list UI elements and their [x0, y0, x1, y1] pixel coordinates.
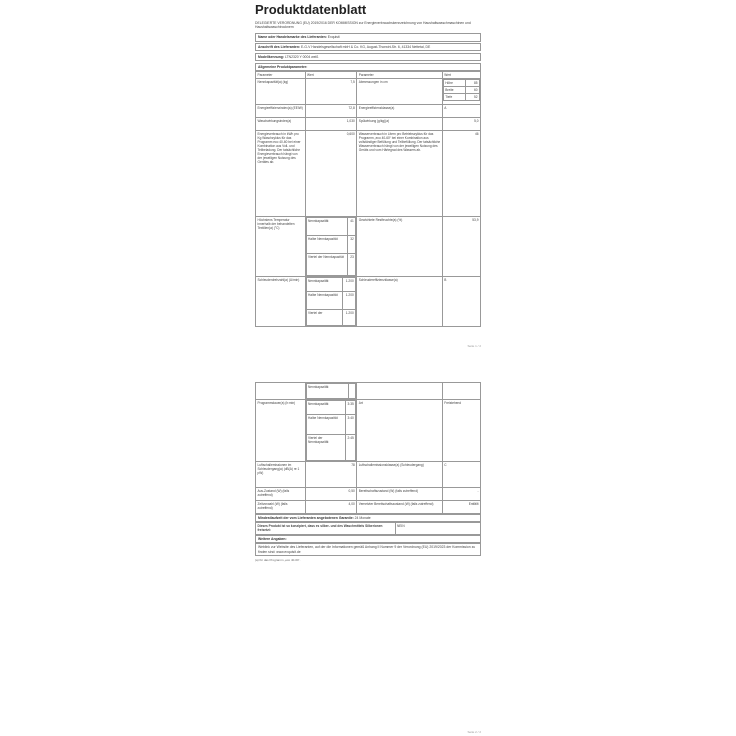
value-cell: 4,00 [305, 501, 357, 514]
parameter-table [255, 71, 481, 327]
supplier-name-value: Exquisit [327, 35, 340, 40]
value-cell: 5,0 [442, 117, 480, 130]
supplier-name-row [255, 33, 481, 41]
value-cell: 72,8 [305, 104, 357, 117]
dimensions-table: Höhe 85 Breite 60 Tiefe 52 [445, 80, 478, 99]
footnote: (a) für das Programm „eco 40-60“. [255, 557, 301, 562]
further-info-header: Weitere Angaben: [255, 535, 481, 543]
param-cell: Art [357, 400, 443, 462]
model-label: Modellkennung: [258, 54, 284, 59]
intro-text: DELEGIERTE VERORDNUNG (EU) 2019/2016 DER KOMMISSION zur Energieverbrauchskennzeichnung von Haushaltswaschmaschinen und Haushaltswaschtrocknern [255, 21, 471, 30]
spin-subtable: Nennkapazität 1.200 Halbe Nennkapazität 1.200 Viertel der 1.200 [306, 277, 357, 326]
param-cell: Schleudereffizienzklasse(a) [357, 276, 443, 326]
supplier-address-value: E-G-V Handelsgesellschaft mbH & Co. KG, August-Thorwirt-Str. 6, 41334 Nettetal, DE [300, 45, 431, 50]
value-cell: B [442, 276, 480, 326]
table-row [256, 216, 481, 276]
param-cell: Schleuderdrehzahl(a) (U/min) [256, 276, 306, 326]
value-cell: 1,030 [305, 117, 357, 130]
param-cell: Wasserverbrauch in Litern pro Betriebszyklus für das Programm „eco 40-60“ bei einer Kombination aus vollständiger Befüllung und Teilbefüllung. Der tatsächliche Wasserverbrauch hängt von der jeweiligen Nutzung des Geräts und vom Härtegrad des Wassers ab. [357, 130, 443, 216]
supplier-address-row [255, 43, 481, 51]
warranty-row [255, 514, 481, 522]
value-cell: A [442, 104, 480, 117]
value-cell: 78 [305, 462, 357, 488]
parameter-table-continued [255, 382, 481, 514]
silver-value: NEIN [395, 523, 481, 535]
value-cell: 0,50 [305, 488, 357, 501]
param-cell: Programmdauer(a) (h:min) [256, 400, 306, 462]
param-cell: Zeitvorwahl (W) (falls zutreffend) [256, 501, 306, 514]
table-row [256, 130, 481, 216]
general-header: Allgemeine Produktparameter: [255, 63, 481, 71]
value-cell: 7,5 [305, 78, 357, 104]
column-header: Wert [442, 71, 480, 78]
param-cell: Aus-Zustand (W) (falls zutreffend) [256, 488, 306, 501]
table-row [256, 400, 481, 462]
model-row [255, 53, 481, 61]
table-row [256, 501, 481, 514]
param-cell: Energieeffizienzklasse(a) [357, 104, 443, 117]
model-value: LTN2320 Y 0004 weiß [284, 54, 319, 59]
param-cell: Höchstens Temperatur innerhalb der behandelten Textilien(a) (°C) [256, 216, 306, 276]
param-cell: Bereitschaftszustand (W) (falls zutreffend) [357, 488, 443, 501]
param-cell: Energieverbrauch in kWh pro Kg Waschzyklus für das Programm eco 40-60 bei einer Kombination aus Voll- und Teilbeladung. Der tatsächliche Energieverbrauch hängt von der jeweiligen Nutzung des Gerätes ab. [256, 130, 306, 216]
param-cell: Nennkapazität(a) (kg) [256, 78, 306, 104]
page-title: Produktdatenblatt [255, 2, 367, 17]
continued-label: Nennkapazität [306, 384, 349, 399]
silver-label: Dieses Produkt ist so konzipiert, dass es silber- und des Waschmittels Silberionen freisetzt: [256, 523, 396, 535]
value-cell: C [442, 462, 480, 488]
table-row [256, 276, 481, 326]
warranty-value: 24 Monate [354, 516, 371, 520]
value-cell: 46 [442, 130, 480, 216]
page-number: Seite 1 / 2 [467, 344, 481, 348]
param-cell: Vernetzter Bereitschaftszustand (W) (falls zutreffend) [357, 501, 443, 514]
table-row [256, 488, 481, 501]
table-row [256, 104, 481, 117]
param-cell: Energieeffizienzindex(a) (EEIW) [256, 104, 306, 117]
value-cell: - [442, 488, 480, 501]
page-number: Seite 2 / 2 [467, 730, 481, 734]
warranty-label: Mindestlaufzeit der vom Lieferanten angebotenen Garantie: [258, 516, 354, 520]
table-row [256, 383, 481, 400]
table-row [256, 462, 481, 488]
column-header: Parameter [256, 71, 306, 78]
supplier-name-label: Name oder Handelsmarke des Lieferanten: [258, 35, 327, 40]
page-2 [255, 382, 481, 736]
duration-subtable: Nennkapazität 3:35 Halbe Nennkapazität 3:40 Viertel der Nennkapazität 2:45 [306, 400, 357, 461]
table-row [256, 78, 481, 104]
column-header: Wert [305, 71, 357, 78]
param-cell: Luftschallemissionsklasse(a) (Schleudergang) [357, 462, 443, 488]
value-cell: 53,9 [442, 216, 480, 276]
param-cell: Spülwirkung (g/kg)(a) [357, 117, 443, 130]
param-cell: Luftschallemissionen im Schleudergang(a) (dB(A) re 1 pW) [256, 462, 306, 488]
value-cell: Entfällt [442, 501, 480, 514]
param-cell: Gewichtete Restfeuchte(a) (%) [357, 216, 443, 276]
value-cell: Freistehend [442, 400, 480, 462]
table-row [256, 117, 481, 130]
further-info-text: Weblink zur Website des Lieferanten, auf der die Informationen gemäß Anhang II Nummer 9 der Verordnung (EU) 2019/2023 der Kommission zu finden sind: www.exquisit.de [255, 543, 481, 555]
temperature-subtable: Nennkapazität 41 Halbe Nennkapazität 32 Viertel der Nennkapazität 23 [306, 217, 357, 276]
param-cell: Waschwirkungsindex(a) [256, 117, 306, 130]
silver-table [255, 522, 481, 535]
value-cell: 0,600 [305, 130, 357, 216]
table-header-row [256, 71, 481, 78]
page-1 [255, 0, 481, 350]
supplier-address-label: Anschrift des Lieferanten: [258, 45, 301, 50]
param-cell: Abmessungen in cm [357, 78, 443, 104]
column-header: Parameter [357, 71, 443, 78]
